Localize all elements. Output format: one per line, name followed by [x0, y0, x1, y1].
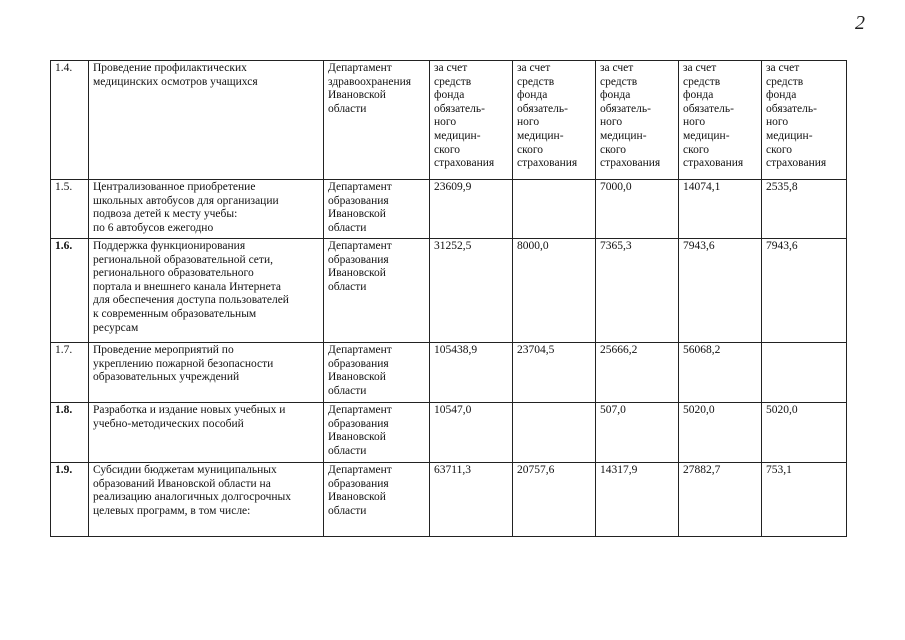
funding-value-4	[679, 61, 762, 180]
table-row	[51, 343, 847, 403]
funding-value-2-line: медицин-	[517, 129, 564, 142]
funding-value-5-line: обязатель-	[766, 102, 817, 115]
funding-value-3-line: 25666,2	[600, 344, 638, 356]
funding-value-3-line: обязатель-	[600, 102, 651, 115]
funding-value-5-line: ского	[766, 143, 793, 156]
funding-value-5	[762, 239, 847, 343]
responsible-department	[324, 61, 430, 180]
funding-value-1-line: 105438,9	[434, 344, 478, 356]
funding-value-3-line: 507,0	[600, 404, 626, 416]
funding-value-4-line: ного	[683, 116, 706, 129]
funding-value-1-line: средств	[434, 75, 472, 88]
funding-value-2	[513, 403, 596, 463]
funding-value-2	[513, 463, 596, 537]
activity-description-line: целевых программ, в том числе:	[93, 504, 251, 517]
responsible-department-line: Департамент	[328, 344, 392, 356]
row-number: 1.5.	[51, 180, 89, 239]
table-body	[51, 61, 847, 537]
funding-value-1-line: фонда	[434, 89, 465, 102]
funding-value-3-line: 7000,0	[600, 181, 632, 193]
activity-description-line: по 6 автобусов ежегодно	[93, 221, 214, 234]
funding-value-4-line: медицин-	[683, 129, 730, 142]
funding-value-5-line: фонда	[766, 89, 797, 102]
funding-value-2	[513, 343, 596, 403]
funding-value-5-line: за счет	[766, 62, 800, 74]
funding-value-2-line	[517, 181, 591, 195]
responsible-department-line: Департамент	[328, 404, 392, 416]
responsible-department-line: образования	[328, 194, 389, 207]
funding-value-2	[513, 239, 596, 343]
funding-value-2-line: 23704,5	[517, 344, 555, 356]
funding-value-2-line: 20757,6	[517, 464, 555, 476]
funding-value-2	[513, 61, 596, 180]
responsible-department-line: Департамент	[328, 181, 392, 193]
responsible-department-line: образования	[328, 357, 389, 370]
funding-value-5-line: 753,1	[766, 464, 792, 476]
funding-value-4	[679, 463, 762, 537]
program-activities-table	[50, 60, 847, 537]
funding-value-3-line: фонда	[600, 89, 631, 102]
activity-description	[89, 61, 324, 180]
funding-value-3	[596, 403, 679, 463]
funding-value-5	[762, 180, 847, 239]
funding-value-3-line: ского	[600, 143, 627, 156]
funding-value-1-line: 31252,5	[434, 240, 472, 252]
activity-description-line: школьных автобусов для организации	[93, 194, 279, 207]
activity-description-line: Разработка и издание новых учебных и	[93, 404, 286, 416]
funding-value-4-line: обязатель-	[683, 102, 734, 115]
funding-value-5-line: средств	[766, 75, 804, 88]
funding-value-4-line: 27882,7	[683, 464, 721, 476]
responsible-department-line: области	[328, 102, 367, 115]
funding-value-4-line: страхования	[683, 157, 744, 170]
funding-value-3	[596, 239, 679, 343]
activity-description-line: портала и внешнего канала Интернета	[93, 280, 281, 293]
responsible-department-line: Ивановской	[328, 371, 386, 384]
funding-value-4-line: 5020,0	[683, 404, 715, 416]
activity-description-line: Субсидии бюджетам муниципальных	[93, 464, 277, 476]
funding-value-4	[679, 239, 762, 343]
funding-value-2-line: ского	[517, 143, 544, 156]
responsible-department-line: Ивановской	[328, 89, 386, 102]
activity-description-line: учебно-методических пособий	[93, 417, 244, 430]
responsible-department-line: Ивановской	[328, 491, 386, 504]
responsible-department-line: Департамент	[328, 240, 392, 252]
responsible-department-line: Ивановской	[328, 431, 386, 444]
funding-value-4-line: 56068,2	[683, 344, 721, 356]
funding-value-3-line: за счет	[600, 62, 634, 74]
funding-value-3-line: 14317,9	[600, 464, 638, 476]
responsible-department-line: Департамент	[328, 62, 392, 74]
funding-value-5-line: 5020,0	[766, 404, 798, 416]
activity-description-line: регионального образовательного	[93, 267, 254, 280]
row-number: 1.6.	[51, 239, 89, 343]
funding-value-3	[596, 180, 679, 239]
funding-value-5-line: ного	[766, 116, 789, 129]
funding-value-4-line: 7943,6	[683, 240, 715, 252]
funding-value-4-line: ского	[683, 143, 710, 156]
responsible-department-line: области	[328, 444, 367, 457]
activity-description-line: Поддержка функционирования	[93, 240, 246, 252]
funding-value-2-line	[517, 404, 591, 418]
responsible-department-line: Департамент	[328, 464, 392, 476]
responsible-department-line: Ивановской	[328, 208, 386, 221]
activity-description-line: медицинских осмотров учащихся	[93, 75, 258, 88]
funding-value-5-line: страхования	[766, 157, 827, 170]
responsible-department-line: Ивановской	[328, 267, 386, 280]
activity-description-line: для обеспечения доступа пользователей	[93, 294, 289, 307]
responsible-department	[324, 239, 430, 343]
responsible-department-line: области	[328, 221, 367, 234]
activity-description-line: образований Ивановской области на	[93, 477, 271, 490]
responsible-department-line: образования	[328, 477, 389, 490]
funding-value-2-line: обязатель-	[517, 102, 568, 115]
activity-description-line: укреплению пожарной безопасности	[93, 357, 274, 370]
funding-value-2-line: фонда	[517, 89, 548, 102]
table-row	[51, 403, 847, 463]
row-number: 1.7.	[51, 343, 89, 403]
activity-description-line: Централизованное приобретение	[93, 181, 256, 193]
activity-description-line: реализацию аналогичных долгосрочных	[93, 491, 292, 504]
funding-value-2	[513, 180, 596, 239]
funding-value-2-line: за счет	[517, 62, 551, 74]
funding-value-1	[430, 239, 513, 343]
funding-value-3	[596, 463, 679, 537]
activity-description-line: подвоза детей к месту учебы:	[93, 208, 238, 221]
funding-value-2-line: ного	[517, 116, 540, 129]
funding-value-1	[430, 403, 513, 463]
responsible-department-line: области	[328, 280, 367, 293]
funding-value-5	[762, 61, 847, 180]
funding-value-5-line: 7943,6	[766, 240, 798, 252]
funding-value-3	[596, 343, 679, 403]
funding-value-3-line: страхования	[600, 157, 661, 170]
activity-description-line: Проведение мероприятий по	[93, 344, 234, 356]
responsible-department-line: области	[328, 504, 367, 517]
funding-value-3-line: медицин-	[600, 129, 647, 142]
activity-description-line: ресурсам	[93, 321, 139, 334]
table-row	[51, 463, 847, 537]
activity-description-line: региональной образовательной сети,	[93, 253, 273, 266]
responsible-department	[324, 463, 430, 537]
funding-value-4-line: фонда	[683, 89, 714, 102]
funding-value-5	[762, 463, 847, 537]
funding-value-4-line: 14074,1	[683, 181, 721, 193]
funding-value-1	[430, 343, 513, 403]
funding-value-3	[596, 61, 679, 180]
responsible-department-line: образования	[328, 253, 389, 266]
responsible-department	[324, 180, 430, 239]
funding-value-1	[430, 463, 513, 537]
table-row	[51, 239, 847, 343]
activity-description	[89, 463, 324, 537]
funding-value-5	[762, 403, 847, 463]
funding-value-4	[679, 343, 762, 403]
funding-value-4	[679, 180, 762, 239]
funding-value-1-line: 10547,0	[434, 404, 472, 416]
funding-value-1-line: медицин-	[434, 129, 481, 142]
funding-value-1-line: за счет	[434, 62, 468, 74]
activity-description	[89, 239, 324, 343]
funding-value-3-line: средств	[600, 75, 638, 88]
activity-description-line: Проведение профилактических	[93, 62, 247, 74]
activity-description	[89, 403, 324, 463]
funding-value-1-line: ного	[434, 116, 457, 129]
funding-value-2-line: 8000,0	[517, 240, 549, 252]
table-row	[51, 180, 847, 239]
page-number: 2	[855, 12, 865, 34]
funding-value-5-line	[766, 344, 842, 358]
responsible-department	[324, 343, 430, 403]
row-number: 1.4.	[51, 61, 89, 180]
activity-description-line: к современным образовательным	[93, 307, 257, 320]
funding-value-5	[762, 343, 847, 403]
funding-value-5-line: 2535,8	[766, 181, 798, 193]
activity-description	[89, 343, 324, 403]
funding-value-4	[679, 403, 762, 463]
funding-value-1-line: 23609,9	[434, 181, 472, 193]
responsible-department-line: области	[328, 384, 367, 397]
funding-value-4-line: за счет	[683, 62, 717, 74]
table-row	[51, 61, 847, 180]
funding-value-2-line: страхования	[517, 157, 578, 170]
funding-value-1-line: обязатель-	[434, 102, 485, 115]
row-number: 1.8.	[51, 403, 89, 463]
funding-value-1-line: 63711,3	[434, 464, 471, 476]
funding-value-2-line: средств	[517, 75, 555, 88]
funding-value-4-line: средств	[683, 75, 721, 88]
funding-value-1	[430, 61, 513, 180]
funding-value-1-line: ского	[434, 143, 461, 156]
responsible-department	[324, 403, 430, 463]
responsible-department-line: образования	[328, 417, 389, 430]
responsible-department-line: здравоохранения	[328, 75, 412, 88]
funding-value-1-line: страхования	[434, 157, 495, 170]
funding-value-3-line: 7365,3	[600, 240, 632, 252]
funding-value-5-line: медицин-	[766, 129, 813, 142]
activity-description	[89, 180, 324, 239]
funding-value-3-line: ного	[600, 116, 623, 129]
funding-value-1	[430, 180, 513, 239]
activity-description-line: образовательных учреждений	[93, 371, 240, 384]
row-number: 1.9.	[51, 463, 89, 537]
